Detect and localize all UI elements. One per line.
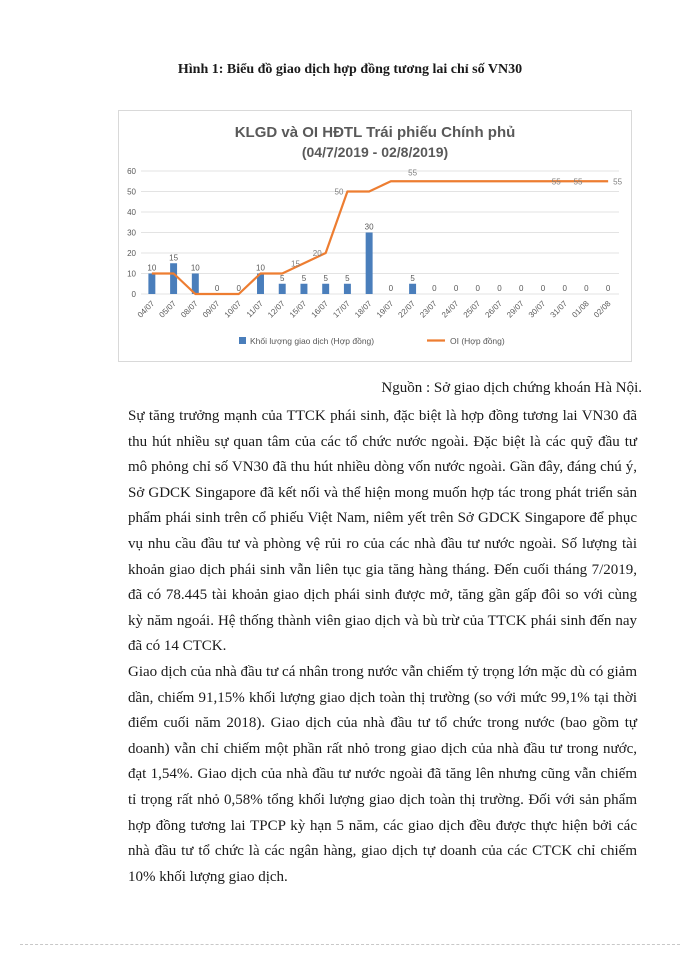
bar-data-label: 5 xyxy=(301,273,307,283)
bar xyxy=(148,274,155,295)
x-tick-label: 23/07 xyxy=(418,299,439,320)
bar-data-label: 0 xyxy=(388,284,394,293)
x-tick-label: 22/07 xyxy=(396,299,418,320)
bar-data-label: 30 xyxy=(364,222,374,232)
legend-label-oi: OI (Hợp đồng) xyxy=(450,336,505,346)
paragraph-2: Giao dịch của nhà đầu tư cá nhân trong nước vẫn chiếm tỷ trọng lớn mặc dù có giảm dần, chiếm 91,15% khối lượng giao dịch toàn thị trường (so với mức 99,1% tại thời điểm cuối năm 2018). Giao dịch của nhà đầu tư tổ chức trong nước (bao gồm tự doanh) vẫn chỉ chiếm một phần rất nhỏ trong giao dịch của nhà đầu tư trong nước, đạt 1,54%. Giao dịch của nhà đầu tư nước ngoài đã tăng lên nhưng cũng vẫn chiếm tỉ trọng rất nhỏ 0,58% tổng khối lượng giao dịch toàn thị trường. Đối với sản phẩm hợp đồng tương lai TPCP kỳ hạn 5 năm, các giao dịch đều được thực hiện bởi các nhà đầu tư tổ chức là các ngân hàng, giao dịch tự doanh của các CTCK chỉ chiếm 10% khối lượng giao dịch. xyxy=(128,663,637,885)
bar-data-label: 0 xyxy=(562,284,567,293)
line-data-label: 55 xyxy=(573,177,583,187)
bar-data-label: 0 xyxy=(236,284,241,293)
bar-data-label: 5 xyxy=(345,273,350,283)
page-divider xyxy=(20,944,680,945)
source-note: Nguồn : Sở giao dịch chứng khoán Hà Nội. xyxy=(381,380,642,396)
bar xyxy=(344,284,351,294)
chart-title: KLGD và OI HĐTL Trái phiếu Chính phủ xyxy=(234,124,516,141)
y-tick-label: 30 xyxy=(127,228,136,238)
x-tick-label: 17/07 xyxy=(331,299,352,320)
x-tick-label: 09/07 xyxy=(200,299,222,320)
oi-series-line xyxy=(152,181,608,294)
x-tick-label: 15/07 xyxy=(287,299,309,320)
y-tick-label: 20 xyxy=(127,249,136,258)
bar-data-label: 15 xyxy=(169,253,179,263)
line-data-label: 55 xyxy=(551,177,561,187)
bar-data-label: 10 xyxy=(190,263,200,273)
y-tick-label: 60 xyxy=(127,167,136,176)
x-tick-label: 11/07 xyxy=(244,299,265,320)
bar-data-label: 0 xyxy=(475,284,480,293)
x-tick-label: 31/07 xyxy=(548,299,570,320)
legend-label-volume: Khối lượng giao dịch (Hợp đồng) xyxy=(250,336,375,346)
x-tick-label: 26/07 xyxy=(483,299,504,320)
bar-data-label: 0 xyxy=(584,284,589,293)
x-tick-label: 19/07 xyxy=(374,299,396,320)
y-tick-label: 10 xyxy=(127,269,136,279)
bar xyxy=(170,263,177,294)
bar-data-label: 10 xyxy=(256,263,265,273)
x-tick-label: 29/07 xyxy=(505,299,526,320)
x-tick-label: 01/08 xyxy=(570,299,591,320)
x-tick-label: 02/08 xyxy=(592,299,613,320)
chart-subtitle: (04/7/2019 - 02/8/2019) xyxy=(301,144,449,160)
bar xyxy=(322,284,329,294)
y-tick-label: 50 xyxy=(127,187,136,197)
bar-data-label: 0 xyxy=(605,284,611,293)
line-data-label: 15 xyxy=(291,259,300,269)
legend-swatch-bar xyxy=(239,337,246,344)
figure-title: Hình 1: Biểu đồ giao dịch hợp đồng tương lai chỉ số VN30 xyxy=(177,62,523,77)
x-tick-label: 16/07 xyxy=(309,299,331,320)
bar-data-label: 0 xyxy=(540,284,546,293)
bar-data-label: 0 xyxy=(453,284,459,293)
bar xyxy=(409,284,416,294)
x-tick-label: 04/07 xyxy=(135,299,157,320)
line-data-label: 20 xyxy=(312,249,322,258)
x-tick-label: 05/07 xyxy=(157,299,179,320)
body-text xyxy=(128,404,637,890)
x-tick-label: 08/07 xyxy=(179,299,200,320)
bar-data-label: 0 xyxy=(519,284,524,293)
chart-svg xyxy=(119,111,631,361)
bar-data-label: 10 xyxy=(147,263,157,273)
line-data-label: 55 xyxy=(408,168,418,178)
bar-data-label: 0 xyxy=(432,284,437,293)
bar-data-label: 0 xyxy=(497,284,502,293)
x-tick-label: 12/07 xyxy=(266,299,287,320)
y-tick-label: 40 xyxy=(127,208,136,217)
y-tick-label: 0 xyxy=(131,290,136,299)
x-tick-label: 25/07 xyxy=(461,299,483,320)
bar xyxy=(300,284,307,294)
line-data-label: 50 xyxy=(334,187,344,197)
bar-data-label: 0 xyxy=(214,284,220,293)
bar-data-label: 5 xyxy=(323,273,328,283)
x-tick-label: 24/07 xyxy=(439,299,461,320)
chart-container xyxy=(118,110,632,362)
bar-data-label: 5 xyxy=(280,273,285,283)
x-tick-label: 10/07 xyxy=(222,299,244,320)
x-tick-label: 30/07 xyxy=(526,299,548,320)
line-data-label: 55 xyxy=(613,177,623,187)
bar xyxy=(366,233,373,295)
bar xyxy=(279,284,286,294)
x-tick-label: 18/07 xyxy=(353,299,374,320)
bar-data-label: 5 xyxy=(410,273,415,283)
paragraph-1: Sự tăng trưởng mạnh của TTCK phái sinh, đặc biệt là hợp đồng tương lai VN30 đã thu hút nhiều sự quan tâm của các tổ chức nước ngoài. Đặc biệt là các quỹ đầu tư mô phỏng chỉ số VN30 đã thu hút nhiều dòng vốn nước ngoài. Gần đây, đáng chú ý, Sở GDCK Singapore đã kết nối và thể hiện mong muốn hợp tác trong phát triển sản phẩm phái sinh trên cổ phiếu Việt Nam, niêm yết trên Sở GDCK Singapore để phục vụ nhu cầu đầu tư và phòng vệ rủi ro của các nhà đầu tư nước ngoài. Số lượng tài khoản giao dịch phái sinh vẫn liên tục gia tăng hàng tháng. Đến cuối tháng 7/2019, đã có 78.445 tài khoản giao dịch phái sinh được mở, tăng gần gấp đôi so với cùng kỳ năm ngoái. Hệ thống thành viên giao dịch và bù trừ của TTCK phái sinh đến nay đã có 14 CTCK. xyxy=(128,408,637,655)
